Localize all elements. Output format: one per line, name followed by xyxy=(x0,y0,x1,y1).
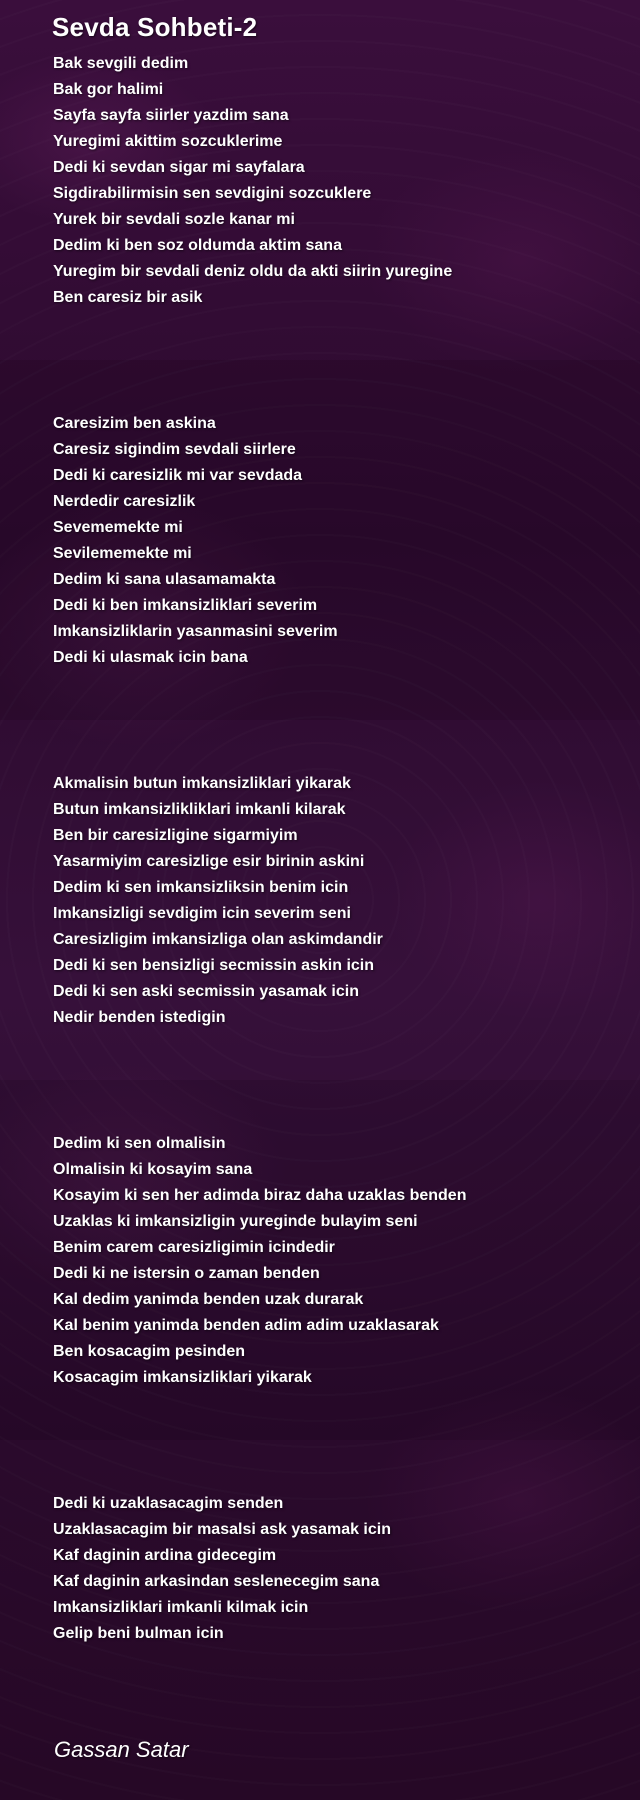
poem-line: Dedim ki ben soz oldumda aktim sana xyxy=(53,237,342,254)
poem-line: Sevilememekte mi xyxy=(53,545,192,562)
poem-line: Yasarmiyim caresizlige esir birinin askini xyxy=(53,853,365,870)
poem-line: Dedi ki ben imkansizliklari severim xyxy=(53,597,318,614)
poem-line: Uzaklasacagim bir masalsi ask yasamak icin xyxy=(53,1521,391,1538)
poem-line: Dedi ki ne istersin o zaman benden xyxy=(53,1265,320,1282)
poem-line: Dedim ki sen imkansizliksin benim icin xyxy=(53,879,349,896)
stanza-3 xyxy=(53,771,623,1031)
poem-line: Caresizim ben askina xyxy=(53,415,216,432)
poem-line: Sayfa sayfa siirler yazdim sana xyxy=(53,107,289,124)
poem-line: Akmalisin butun imkansizliklari yikarak xyxy=(53,775,351,792)
poem-line: Dedi ki ulasmak icin bana xyxy=(53,649,248,666)
poem-line: Dedi ki sen bensizligi secmissin askin icin xyxy=(53,957,375,974)
poem-line: Gelip beni bulman icin xyxy=(53,1625,224,1642)
poem-line: Kaf daginin arkasindan seslenecegim sana xyxy=(53,1573,380,1590)
stanza-2 xyxy=(53,411,623,671)
poem-line: Kosayim ki sen her adimda biraz daha uzaklas benden xyxy=(53,1187,467,1204)
poem-line: Benim carem caresizligimin icindedir xyxy=(53,1239,335,1256)
poem-line: Dedim ki sen olmalisin xyxy=(53,1135,226,1152)
stanza-5 xyxy=(53,1491,623,1647)
poem-line: Yuregim bir sevdali deniz oldu da akti siirin yuregine xyxy=(53,263,453,280)
poem-line: Ben kosacagim pesinden xyxy=(53,1343,246,1360)
poem-line: Dedi ki sen aski secmissin yasamak icin xyxy=(53,983,359,1000)
poem-line: Butun imkansizlikliklari imkanli kilarak xyxy=(53,801,346,818)
poem-line: Kal benim yanimda benden adim adim uzaklasarak xyxy=(53,1317,439,1334)
poem-line: Caresiz sigindim sevdali siirlere xyxy=(53,441,296,458)
poem-line: Ben bir caresizligine sigarmiyim xyxy=(53,827,298,844)
stanza-4 xyxy=(53,1131,623,1391)
poem-line: Olmalisin ki kosayim sana xyxy=(53,1161,253,1178)
poem-line: Kal dedim yanimda benden uzak durarak xyxy=(53,1291,364,1308)
poem-line: Imkansizliklarin yasanmasini severim xyxy=(53,623,338,640)
poem-line: Sigdirabilirmisin sen sevdigini sozcuklere xyxy=(53,185,372,202)
poem-line: Bak gor halimi xyxy=(53,81,164,98)
poem-line: Dedi ki uzaklasacagim senden xyxy=(53,1495,284,1512)
poem-line: Nerdedir caresizlik xyxy=(53,493,196,510)
poem-author: Gassan Satar xyxy=(54,1737,189,1762)
poem-line: Caresizligim imkansizliga olan askimdandir xyxy=(53,931,383,948)
poem-line: Imkansizligi sevdigim icin severim seni xyxy=(53,905,351,922)
poem-line: Bak sevgili dedim xyxy=(53,55,189,72)
poem-line: Kosacagim imkansizliklari yikarak xyxy=(53,1369,312,1386)
poem-line: Dedi ki caresizlik mi var sevdada xyxy=(53,467,303,484)
poem-line: Imkansizliklari imkanli kilmak icin xyxy=(53,1599,309,1616)
poem-line: Dedi ki sevdan sigar mi sayfalara xyxy=(53,159,305,176)
poem-line: Uzaklas ki imkansizligin yureginde bulayim seni xyxy=(53,1213,418,1230)
poem-line: Nedir benden istedigin xyxy=(53,1009,226,1026)
poem-line: Ben caresiz bir asik xyxy=(53,289,203,306)
poem-line: Yurek bir sevdali sozle kanar mi xyxy=(53,211,295,228)
poem-line: Dedim ki sana ulasamamakta xyxy=(53,571,276,588)
poem-line: Kaf daginin ardina gidecegim xyxy=(53,1547,277,1564)
poem-title: Sevda Sohbeti-2 xyxy=(52,12,258,42)
stanza-1 xyxy=(53,51,623,311)
poem-line: Yuregimi akittim sozcuklerime xyxy=(53,133,283,150)
poem-line: Sevememekte mi xyxy=(53,519,183,536)
